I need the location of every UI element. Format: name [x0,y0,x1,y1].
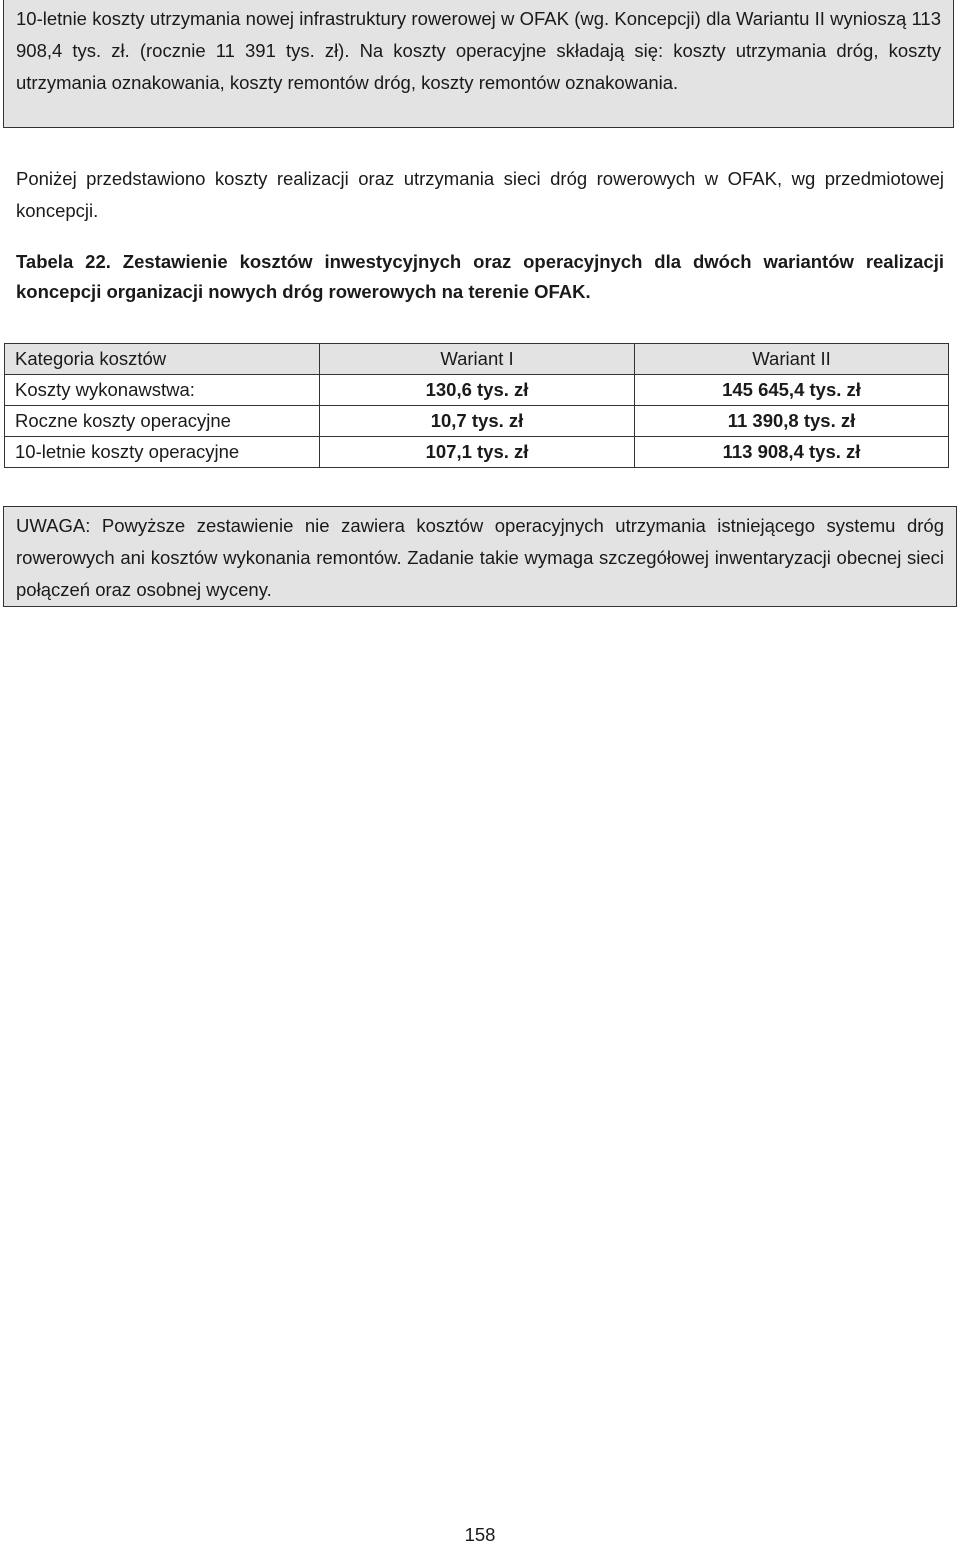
row-value-variant-2: 113 908,4 tys. zł [635,437,949,468]
row-value-variant-1: 130,6 tys. zł [320,375,635,406]
row-label: Roczne koszty operacyjne [5,406,320,437]
header-category: Kategoria kosztów [5,344,320,375]
row-label: Koszty wykonawstwa: [5,375,320,406]
table-header-row [5,344,949,375]
row-value-variant-1: 107,1 tys. zł [320,437,635,468]
note-box [3,506,957,607]
row-value-variant-2: 11 390,8 tys. zł [635,406,949,437]
row-value-variant-1: 10,7 tys. zł [320,406,635,437]
summary-text: 10-letnie koszty utrzymania nowej infrastruktury rowerowej w OFAK (wg. Koncepcji) dla Wariantu II wynioszą 113 908,4 tys. zł. (rocznie 11 391 tys. zł). Na koszty operacyjne składają się: koszty utrzymania dróg, koszty utrzymania oznakowania, koszty remontów dróg, koszty remontów oznakowania. [16,8,941,93]
row-value-variant-2: 145 645,4 tys. zł [635,375,949,406]
table-row [5,437,949,468]
summary-box [3,0,954,128]
intro-paragraph: Poniżej przedstawiono koszty realizacji oraz utrzymania sieci dróg rowerowych w OFAK, wg przedmiotowej koncepcji. [16,168,944,221]
table-row [5,375,949,406]
table-row [5,406,949,437]
row-label: 10-letnie koszty operacyjne [5,437,320,468]
header-variant-2: Wariant II [635,344,949,375]
costs-table [4,343,949,468]
header-variant-1: Wariant I [320,344,635,375]
page-number: 158 [464,1524,496,1545]
note-text: UWAGA: Powyższe zestawienie nie zawiera kosztów operacyjnych utrzymania istniejącego systemu dróg rowerowych ani kosztów wykonania remontów. Zadanie takie wymaga szczegółowej inwentaryzacji obecnej sieci połączeń oraz osobnej wyceny. [16,515,944,600]
table-caption: Tabela 22. Zestawienie kosztów inwestycyjnych oraz operacyjnych dla dwóch wariantów realizacji koncepcji organizacji nowych dróg rowerowych na terenie OFAK. [16,251,944,302]
